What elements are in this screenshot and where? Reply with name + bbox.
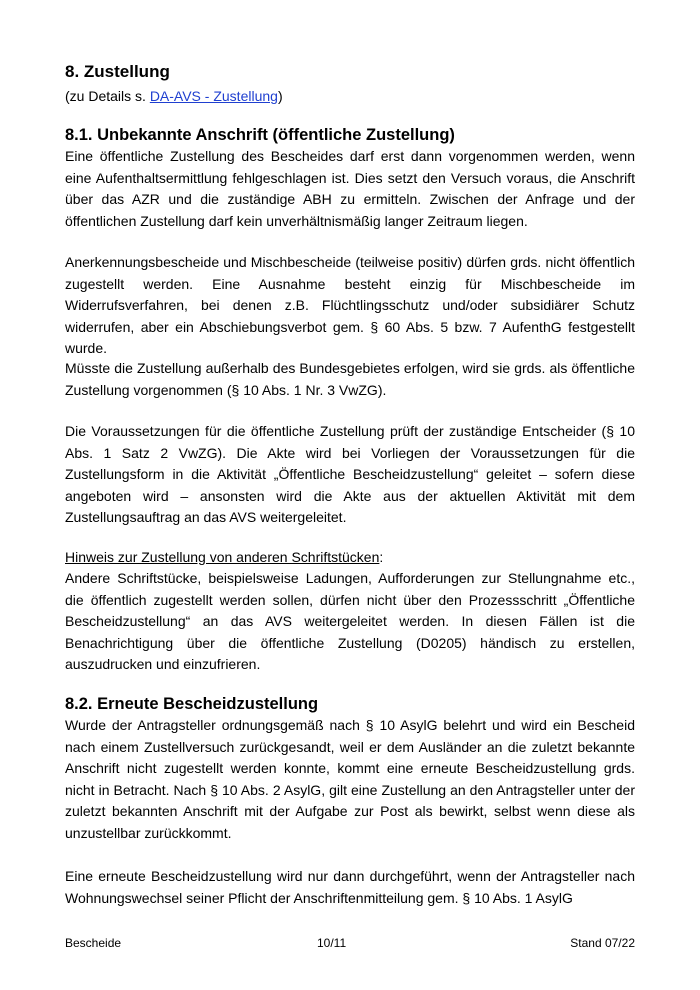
footer-page-number: 10/11	[317, 936, 347, 950]
section-8-1-paragraph-1: Eine öffentliche Zustellung des Bescheides darf erst dann vorgenommen werden, wenn eine Aufenthaltsermittlung fehlgeschlagen ist. Dies setzt den Versuch voraus, die Anschrift über das AZR und die zuständige ABH zu ermitteln. Zwischen der Anfrage und der öffentlichen Zustellung darf kein unverhältnismäßig langer Zeitraum liegen.	[65, 148, 635, 229]
hint-paragraph: Andere Schriftstücke, beispielsweise Ladungen, Aufforderungen zur Stellungnahme etc., die öffentlich zugestellt werden sollen, dürfen nicht über den Prozessschritt „Öffentliche Bescheidzustellung“ an das AVS weitergeleitet werden. In diesen Fällen ist die Benachrichtigung über die öffentliche Zustellung (D0205) händisch zu erstellen, auszudrucken und einzufrieren.	[65, 570, 635, 672]
section-8-1-paragraph-4: Die Voraussetzungen für die öffentliche Zustellung prüft der zuständige Entscheider (§ 10 Abs. 1 Satz 2 VwZG). Die Akte wird bei Vorliegen der Voraussetzungen für die Zustellungsform in die Aktivität „Öffentliche Bescheidzustellung“ geleitet – sofern diese angeboten wird – ansonsten wird die Akte aus der aktuellen Aktivität mit dem Zustellungsauftrag an das AVS weitergeleitet.	[65, 423, 635, 525]
section-8-2-paragraph-1: Wurde der Antragsteller ordnungsgemäß nach § 10 AsylG belehrt und wird ein Bescheid nach einem Zustellversuch zurückgesandt, weil er dem Ausländer an die zuletzt bekannte Anschrift nicht zugestellt werden konnte, kommt eine erneute Bescheidzustellung grds. nicht in Betracht. Nach § 10 Abs. 2 AsylG, gilt eine Zustellung an den Antragsteller unter der zuletzt bekannten Anschrift mit der Aufgabe zur Post als bewirkt, selbst wenn diese als unzustellbar zurückkommt.	[65, 717, 635, 841]
section-8-2-title: 8.2. Erneute Bescheidzustellung	[65, 695, 319, 713]
section-8-1-paragraph-3: Müsste die Zustellung außerhalb des Bundesgebietes erfolgen, wird sie grds. als öffentliche Zustellung vorgenommen (§ 10 Abs. 1 Nr. 3 VwZG).	[65, 360, 635, 398]
da-avs-zustellung-link[interactable]: DA-AVS - Zustellung	[149, 88, 278, 104]
page-footer	[65, 936, 635, 952]
section-8-1-title: 8.1. Unbekannte Anschrift (öffentliche Zustellung)	[65, 126, 455, 144]
section-8-1-paragraph-2: Anerkennungsbescheide und Mischbescheide (teilweise positiv) dürfen grds. nicht öffentlich zugestellt werden. Eine Ausnahme besteht einzig für Mischbescheide im Widerrufsverfahren, bei denen z.B. Flüchtlingsschutz und/oder subsidiärer Schutz widerrufen, aber ein Abschiebungsverbot gem. § 60 Abs. 5 bzw. 7 AufenthG festgestellt wurde.	[65, 254, 635, 356]
section-8-title: 8. Zustellung	[65, 62, 170, 81]
section-8-reference	[65, 87, 283, 105]
reference-suffix: )	[277, 88, 283, 104]
hint-title: Hinweis zur Zustellung von anderen Schriftstücken	[65, 549, 380, 565]
hint-colon: :	[379, 549, 384, 565]
reference-prefix: (zu Details s.	[65, 88, 150, 104]
footer-document-name: Bescheide	[65, 936, 122, 950]
hint-heading	[65, 547, 635, 569]
section-8-2-paragraph-2: Eine erneute Bescheidzustellung wird nur dann durchgeführt, wenn der Antragsteller nach Wohnungswechsel seiner Pflicht der Anschriftenmitteilung gem. § 10 Abs. 1 AsylG	[65, 868, 635, 906]
footer-version-date: Stand 07/22	[570, 936, 635, 950]
